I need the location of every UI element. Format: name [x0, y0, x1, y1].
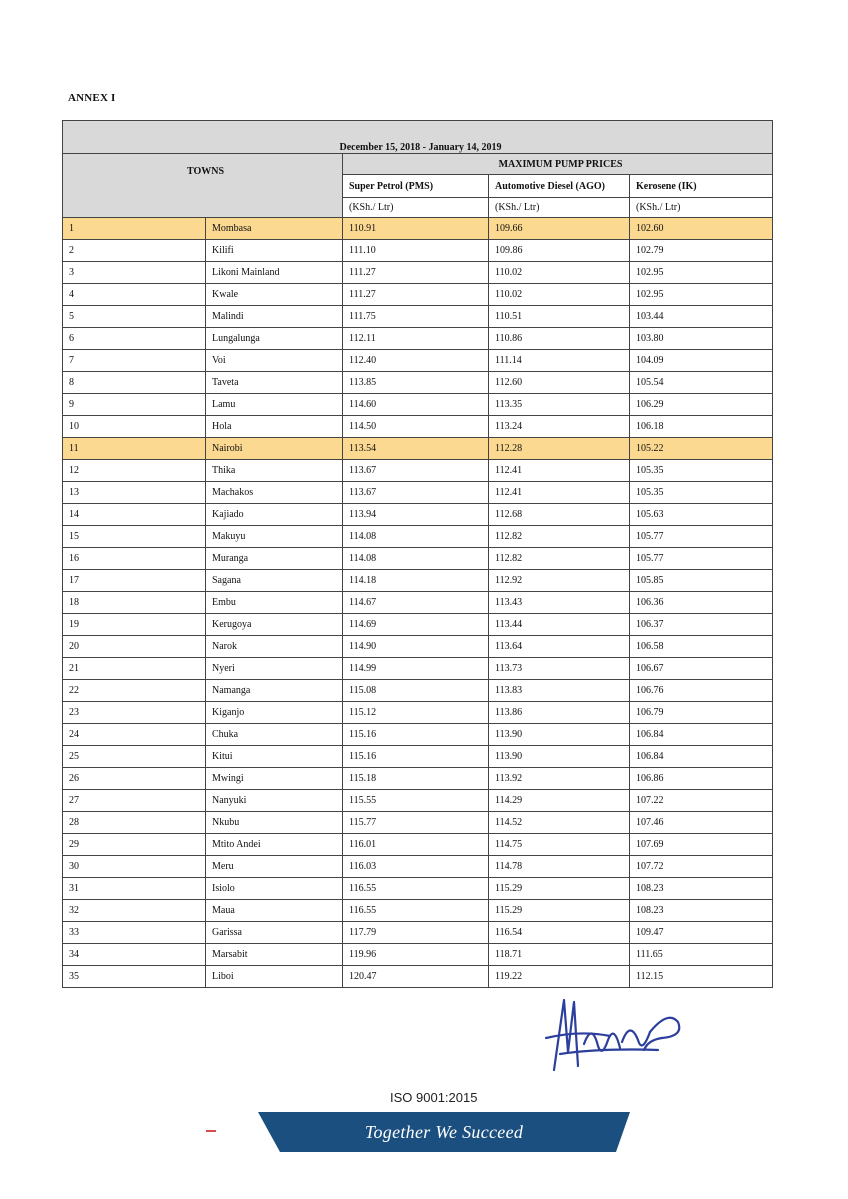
iso-certification: ISO 9001:2015 — [390, 1090, 478, 1105]
price-ago: 109.86 — [489, 240, 630, 262]
town-name: Meru — [206, 856, 343, 878]
table-row — [63, 306, 773, 328]
town-name: Nanyuki — [206, 790, 343, 812]
town-name: Taveta — [206, 372, 343, 394]
price-pms: 113.54 — [343, 438, 489, 460]
price-ago: 114.75 — [489, 834, 630, 856]
row-number: 3 — [63, 262, 206, 284]
price-ik: 106.84 — [630, 746, 773, 768]
row-number: 26 — [63, 768, 206, 790]
price-ago: 113.24 — [489, 416, 630, 438]
town-name: Namanga — [206, 680, 343, 702]
table-row — [63, 790, 773, 812]
town-name: Kwale — [206, 284, 343, 306]
row-number: 19 — [63, 614, 206, 636]
table-row — [63, 724, 773, 746]
price-ik: 106.58 — [630, 636, 773, 658]
town-name: Chuka — [206, 724, 343, 746]
town-name: Nyeri — [206, 658, 343, 680]
town-name: Isiolo — [206, 878, 343, 900]
price-ago: 112.82 — [489, 548, 630, 570]
price-pms: 115.08 — [343, 680, 489, 702]
price-ago: 113.92 — [489, 768, 630, 790]
row-number: 31 — [63, 878, 206, 900]
row-number: 32 — [63, 900, 206, 922]
row-number: 27 — [63, 790, 206, 812]
table-row — [63, 328, 773, 350]
price-ik: 105.54 — [630, 372, 773, 394]
town-name: Likoni Mainland — [206, 262, 343, 284]
table-row — [63, 680, 773, 702]
period-header: December 15, 2018 - January 14, 2019 — [63, 121, 773, 154]
table-row — [63, 218, 773, 240]
max-pump-header: MAXIMUM PUMP PRICES — [343, 154, 773, 175]
price-ik: 103.44 — [630, 306, 773, 328]
town-name: Mombasa — [206, 218, 343, 240]
price-pms: 113.94 — [343, 504, 489, 526]
town-name: Kajiado — [206, 504, 343, 526]
table-row — [63, 856, 773, 878]
price-pms: 115.55 — [343, 790, 489, 812]
table-row — [63, 504, 773, 526]
table-row — [63, 944, 773, 966]
town-name: Muranga — [206, 548, 343, 570]
price-pms: 116.03 — [343, 856, 489, 878]
town-name: Lamu — [206, 394, 343, 416]
signature-icon — [540, 992, 690, 1086]
town-name: Voi — [206, 350, 343, 372]
row-number: 10 — [63, 416, 206, 438]
price-pms: 111.75 — [343, 306, 489, 328]
price-ago: 113.35 — [489, 394, 630, 416]
price-ik: 105.22 — [630, 438, 773, 460]
table-row — [63, 372, 773, 394]
town-name: Kilifi — [206, 240, 343, 262]
price-pms: 115.18 — [343, 768, 489, 790]
row-number: 22 — [63, 680, 206, 702]
price-ik: 106.36 — [630, 592, 773, 614]
price-pms: 113.85 — [343, 372, 489, 394]
pump-prices-table — [62, 120, 773, 988]
price-pms: 111.27 — [343, 284, 489, 306]
row-number: 20 — [63, 636, 206, 658]
price-ago: 112.82 — [489, 526, 630, 548]
price-ago: 113.90 — [489, 724, 630, 746]
price-pms: 117.79 — [343, 922, 489, 944]
town-name: Nkubu — [206, 812, 343, 834]
town-name: Liboi — [206, 966, 343, 988]
price-ago: 118.71 — [489, 944, 630, 966]
table-row — [63, 416, 773, 438]
row-number: 5 — [63, 306, 206, 328]
price-pms: 111.27 — [343, 262, 489, 284]
price-ago: 114.78 — [489, 856, 630, 878]
row-number: 13 — [63, 482, 206, 504]
price-ik: 106.18 — [630, 416, 773, 438]
town-name: Machakos — [206, 482, 343, 504]
table-row — [63, 966, 773, 988]
price-pms: 115.12 — [343, 702, 489, 724]
row-number: 35 — [63, 966, 206, 988]
price-ago: 110.02 — [489, 284, 630, 306]
price-ik: 104.09 — [630, 350, 773, 372]
price-ago: 113.64 — [489, 636, 630, 658]
price-pms: 120.47 — [343, 966, 489, 988]
price-ago: 114.29 — [489, 790, 630, 812]
price-ago: 113.90 — [489, 746, 630, 768]
table-row — [63, 240, 773, 262]
price-ago: 112.28 — [489, 438, 630, 460]
price-pms: 114.08 — [343, 526, 489, 548]
town-name: Kerugoya — [206, 614, 343, 636]
town-name: Lungalunga — [206, 328, 343, 350]
price-ik: 107.72 — [630, 856, 773, 878]
town-name: Nairobi — [206, 438, 343, 460]
unit-pms: (KSh./ Ltr) — [343, 198, 489, 218]
table-row — [63, 614, 773, 636]
column-header-pms: Super Petrol (PMS) — [343, 175, 489, 198]
price-ago: 109.66 — [489, 218, 630, 240]
price-pms: 111.10 — [343, 240, 489, 262]
unit-ago: (KSh./ Ltr) — [489, 198, 630, 218]
towns-header: TOWNS — [63, 154, 343, 218]
row-number: 8 — [63, 372, 206, 394]
price-ago: 112.41 — [489, 482, 630, 504]
unit-ik: (KSh./ Ltr) — [630, 198, 773, 218]
price-pms: 116.55 — [343, 878, 489, 900]
price-ik: 106.79 — [630, 702, 773, 724]
row-number: 23 — [63, 702, 206, 724]
price-ik: 105.35 — [630, 482, 773, 504]
table-row — [63, 658, 773, 680]
slogan-text: Together We Succeed — [364, 1122, 524, 1142]
table-row — [63, 900, 773, 922]
price-ik: 106.86 — [630, 768, 773, 790]
town-name: Maua — [206, 900, 343, 922]
price-ago: 112.68 — [489, 504, 630, 526]
price-pms: 114.18 — [343, 570, 489, 592]
column-header-ik: Kerosene (IK) — [630, 175, 773, 198]
row-number: 25 — [63, 746, 206, 768]
price-ago: 110.02 — [489, 262, 630, 284]
price-pms: 114.69 — [343, 614, 489, 636]
town-name: Marsabit — [206, 944, 343, 966]
town-name: Kitui — [206, 746, 343, 768]
price-ik: 105.77 — [630, 526, 773, 548]
price-ago: 116.54 — [489, 922, 630, 944]
price-ago: 115.29 — [489, 900, 630, 922]
price-ago: 110.86 — [489, 328, 630, 350]
row-number: 34 — [63, 944, 206, 966]
row-number: 28 — [63, 812, 206, 834]
town-name: Makuyu — [206, 526, 343, 548]
table-row — [63, 592, 773, 614]
price-ago: 114.52 — [489, 812, 630, 834]
price-ik: 106.29 — [630, 394, 773, 416]
price-pms: 116.01 — [343, 834, 489, 856]
table-row — [63, 526, 773, 548]
price-ik: 106.84 — [630, 724, 773, 746]
price-pms: 114.90 — [343, 636, 489, 658]
price-ik: 106.76 — [630, 680, 773, 702]
town-name: Narok — [206, 636, 343, 658]
town-name: Hola — [206, 416, 343, 438]
row-number: 30 — [63, 856, 206, 878]
price-ago: 113.86 — [489, 702, 630, 724]
town-name: Sagana — [206, 570, 343, 592]
price-ik: 105.35 — [630, 460, 773, 482]
price-ik: 109.47 — [630, 922, 773, 944]
table-row — [63, 922, 773, 944]
row-number: 29 — [63, 834, 206, 856]
price-pms: 116.55 — [343, 900, 489, 922]
table-row — [63, 812, 773, 834]
table-row — [63, 636, 773, 658]
price-ik: 105.85 — [630, 570, 773, 592]
price-pms: 114.50 — [343, 416, 489, 438]
price-ago: 113.83 — [489, 680, 630, 702]
decorative-mark — [206, 1130, 216, 1132]
price-pms: 115.77 — [343, 812, 489, 834]
table-row — [63, 878, 773, 900]
table-row — [63, 394, 773, 416]
table-row — [63, 284, 773, 306]
price-ik: 107.22 — [630, 790, 773, 812]
price-ago: 110.51 — [489, 306, 630, 328]
price-ik: 106.37 — [630, 614, 773, 636]
table-row — [63, 548, 773, 570]
row-number: 1 — [63, 218, 206, 240]
price-ik: 107.46 — [630, 812, 773, 834]
row-number: 7 — [63, 350, 206, 372]
row-number: 4 — [63, 284, 206, 306]
slogan-banner — [258, 1112, 630, 1152]
price-ik: 105.63 — [630, 504, 773, 526]
price-ik: 105.77 — [630, 548, 773, 570]
price-ik: 103.80 — [630, 328, 773, 350]
town-name: Mtito Andei — [206, 834, 343, 856]
price-ago: 113.73 — [489, 658, 630, 680]
price-pms: 112.40 — [343, 350, 489, 372]
table-row — [63, 570, 773, 592]
row-number: 21 — [63, 658, 206, 680]
town-name: Thika — [206, 460, 343, 482]
annex-label: ANNEX I — [68, 92, 116, 104]
price-ik: 112.15 — [630, 966, 773, 988]
column-header-ago: Automotive Diesel (AGO) — [489, 175, 630, 198]
table-body — [63, 218, 773, 988]
price-ik: 106.67 — [630, 658, 773, 680]
price-pms: 113.67 — [343, 482, 489, 504]
price-ago: 112.92 — [489, 570, 630, 592]
price-ago: 111.14 — [489, 350, 630, 372]
row-number: 16 — [63, 548, 206, 570]
table-row — [63, 702, 773, 724]
price-pms: 115.16 — [343, 746, 489, 768]
price-pms: 114.60 — [343, 394, 489, 416]
row-number: 6 — [63, 328, 206, 350]
price-ik: 102.79 — [630, 240, 773, 262]
price-ik: 108.23 — [630, 878, 773, 900]
price-pms: 114.67 — [343, 592, 489, 614]
price-pms: 112.11 — [343, 328, 489, 350]
row-number: 33 — [63, 922, 206, 944]
price-ago: 112.41 — [489, 460, 630, 482]
price-ago: 112.60 — [489, 372, 630, 394]
table-row — [63, 768, 773, 790]
town-name: Garissa — [206, 922, 343, 944]
price-ik: 102.95 — [630, 284, 773, 306]
price-pms: 113.67 — [343, 460, 489, 482]
table-row — [63, 438, 773, 460]
row-number: 17 — [63, 570, 206, 592]
town-name: Malindi — [206, 306, 343, 328]
row-number: 12 — [63, 460, 206, 482]
price-ik: 102.60 — [630, 218, 773, 240]
price-ik: 108.23 — [630, 900, 773, 922]
price-pms: 119.96 — [343, 944, 489, 966]
price-pms: 115.16 — [343, 724, 489, 746]
row-number: 9 — [63, 394, 206, 416]
table-row — [63, 482, 773, 504]
row-number: 15 — [63, 526, 206, 548]
price-ik: 102.95 — [630, 262, 773, 284]
town-name: Mwingi — [206, 768, 343, 790]
table-row — [63, 460, 773, 482]
town-name: Kiganjo — [206, 702, 343, 724]
row-number: 2 — [63, 240, 206, 262]
table-row — [63, 262, 773, 284]
price-ik: 111.65 — [630, 944, 773, 966]
price-pms: 114.08 — [343, 548, 489, 570]
price-pms: 114.99 — [343, 658, 489, 680]
price-ago: 113.43 — [489, 592, 630, 614]
row-number: 11 — [63, 438, 206, 460]
table-row — [63, 746, 773, 768]
row-number: 18 — [63, 592, 206, 614]
row-number: 14 — [63, 504, 206, 526]
price-ik: 107.69 — [630, 834, 773, 856]
row-number: 24 — [63, 724, 206, 746]
price-pms: 110.91 — [343, 218, 489, 240]
price-ago: 113.44 — [489, 614, 630, 636]
table-row — [63, 350, 773, 372]
price-ago: 115.29 — [489, 878, 630, 900]
table-row — [63, 834, 773, 856]
price-ago: 119.22 — [489, 966, 630, 988]
town-name: Embu — [206, 592, 343, 614]
